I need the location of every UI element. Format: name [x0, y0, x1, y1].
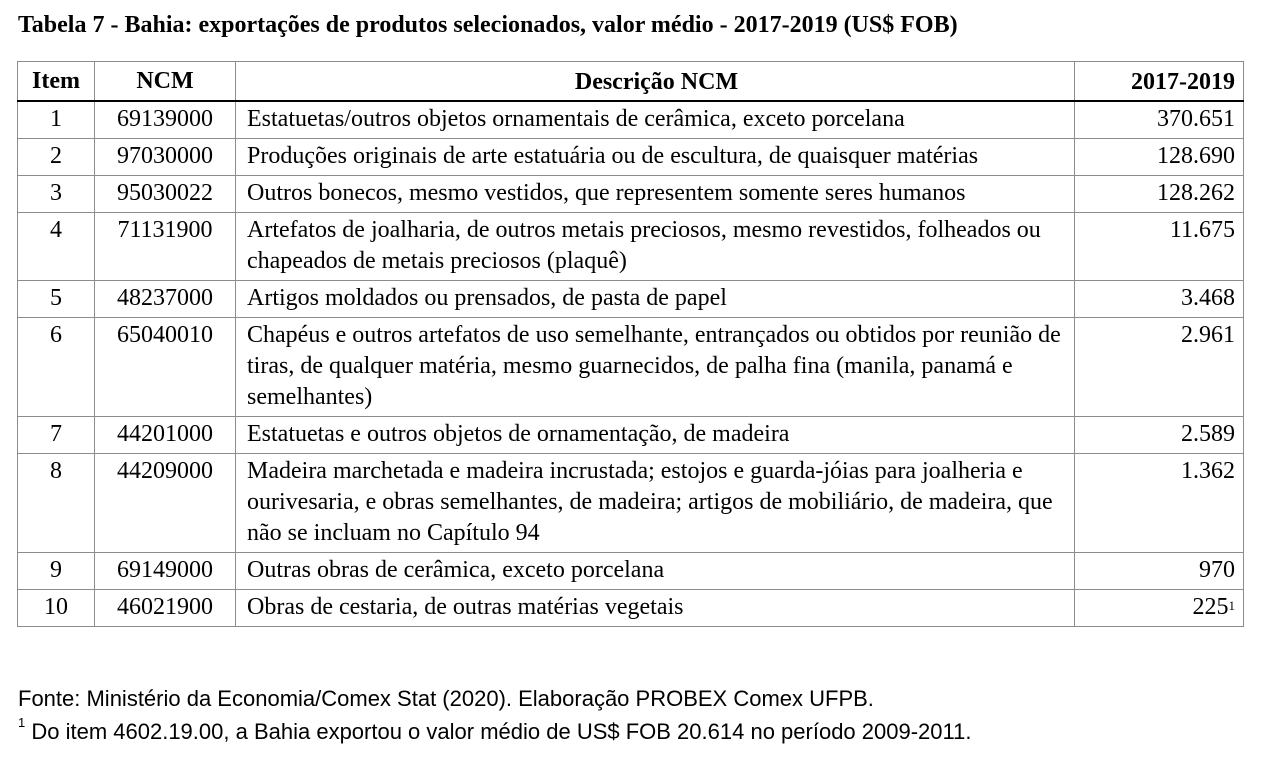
cell-item: 8 [18, 454, 95, 553]
cell-value: 2.961 [1075, 318, 1244, 417]
table-row [18, 454, 1244, 553]
table-row [18, 590, 1244, 627]
header-description: Descrição NCM [236, 62, 1075, 102]
header-ncm: NCM [95, 62, 236, 102]
cell-item: 10 [18, 590, 95, 627]
header-value: 2017-2019 [1075, 62, 1244, 102]
cell-ncm: 65040010 [95, 318, 236, 417]
cell-item: 1 [18, 101, 95, 139]
cell-description: Chapéus e outros artefatos de uso semelhante, entrançados ou obtidos por reunião de tiras, de qualquer matéria, mesmo guarnecidos, de palha fina (manila, panamá e semelhantes) [236, 318, 1075, 417]
cell-value: 970 [1075, 553, 1244, 590]
cell-description: Obras de cestaria, de outras matérias vegetais [236, 590, 1075, 627]
footnote-marker: 1 [1228, 598, 1235, 613]
cell-description: Produções originais de arte estatuária ou de escultura, de quaisquer matérias [236, 139, 1075, 176]
table-row [18, 176, 1244, 213]
table-row [18, 417, 1244, 454]
cell-item: 5 [18, 281, 95, 318]
table-row [18, 101, 1244, 139]
cell-description: Estatuetas e outros objetos de ornamentação, de madeira [236, 417, 1075, 454]
footnote-text: Do item 4602.19.00, a Bahia exportou o valor médio de US$ FOB 20.614 no período 2009-2011. [31, 719, 972, 744]
cell-value: 1.362 [1075, 454, 1244, 553]
cell-ncm: 69149000 [95, 553, 236, 590]
footnote-marker: 1 [18, 715, 26, 730]
cell-description: Estatuetas/outros objetos ornamentais de cerâmica, exceto porcelana [236, 101, 1075, 139]
cell-value: 128.690 [1075, 139, 1244, 176]
cell-ncm: 44201000 [95, 417, 236, 454]
cell-item: 6 [18, 318, 95, 417]
cell-value: 3.468 [1075, 281, 1244, 318]
cell-value: 2.589 [1075, 417, 1244, 454]
cell-value-with-note [1075, 590, 1244, 627]
cell-description: Artefatos de joalharia, de outros metais preciosos, mesmo revestidos, folheados ou chapeados de metais preciosos (plaquê) [236, 213, 1075, 281]
cell-ncm: 44209000 [95, 454, 236, 553]
cell-ncm: 48237000 [95, 281, 236, 318]
cell-value: 11.675 [1075, 213, 1244, 281]
table-title: Tabela 7 - Bahia: exportações de produtos selecionados, valor médio - 2017-2019 (US$ FOB) [18, 12, 958, 38]
table-row [18, 281, 1244, 318]
table-row [18, 213, 1244, 281]
cell-value: 370.651 [1075, 101, 1244, 139]
cell-ncm: 71131900 [95, 213, 236, 281]
cell-ncm: 95030022 [95, 176, 236, 213]
table-row [18, 553, 1244, 590]
cell-ncm: 46021900 [95, 590, 236, 627]
table-row [18, 139, 1244, 176]
exports-table [17, 61, 1244, 627]
cell-item: 9 [18, 553, 95, 590]
footnote [18, 715, 972, 745]
cell-ncm: 97030000 [95, 139, 236, 176]
cell-value: 225 [1192, 594, 1229, 620]
cell-ncm: 69139000 [95, 101, 236, 139]
cell-value: 128.262 [1075, 176, 1244, 213]
cell-item: 2 [18, 139, 95, 176]
cell-description: Artigos moldados ou prensados, de pasta de papel [236, 281, 1075, 318]
cell-description: Outras obras de cerâmica, exceto porcelana [236, 553, 1075, 590]
table-row [18, 318, 1244, 417]
table-header-row [18, 62, 1244, 102]
cell-item: 3 [18, 176, 95, 213]
cell-description: Madeira marchetada e madeira incrustada; estojos e guarda-jóias para joalheria e ourivesaria, e obras semelhantes, de madeira; artigos de mobiliário, de madeira, que não se incluam no Capítulo 94 [236, 454, 1075, 553]
cell-item: 4 [18, 213, 95, 281]
cell-description: Outros bonecos, mesmo vestidos, que representem somente seres humanos [236, 176, 1075, 213]
cell-item: 7 [18, 417, 95, 454]
source-note: Fonte: Ministério da Economia/Comex Stat (2020). Elaboração PROBEX Comex UFPB. [18, 686, 874, 711]
header-item: Item [18, 62, 95, 102]
